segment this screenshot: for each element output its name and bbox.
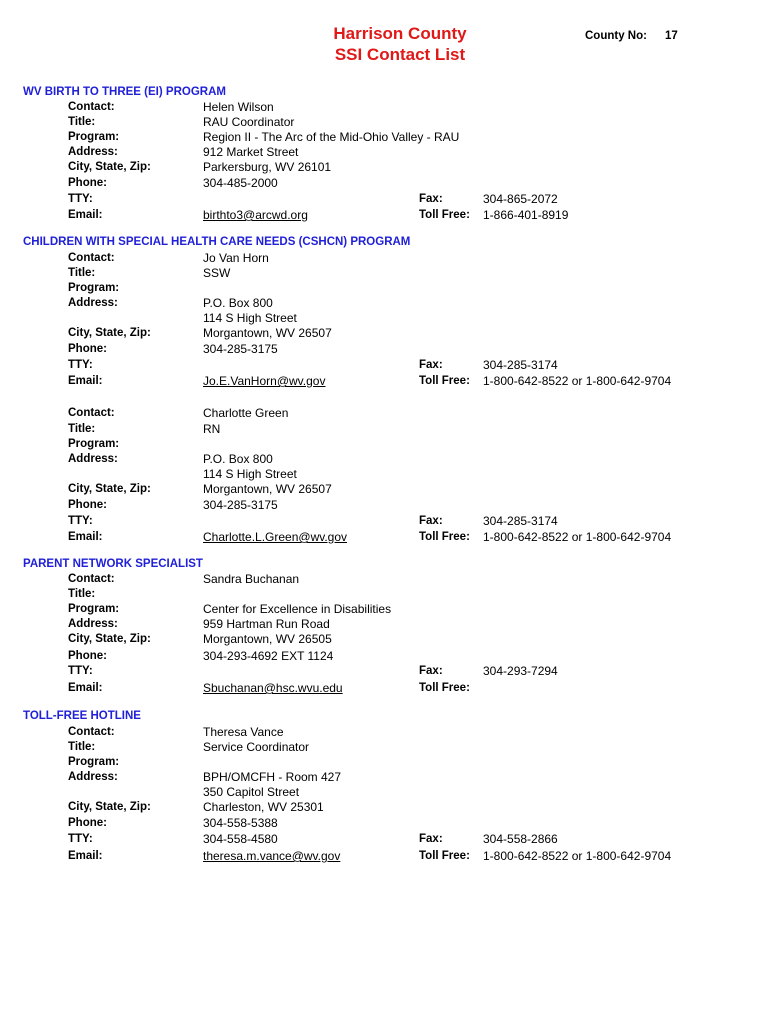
contact-name: Sandra Buchanan [203,572,300,586]
contact-email-link[interactable]: Sbuchanan@hsc.wvu.edu [203,681,343,695]
contact-email-link[interactable]: Charlotte.L.Green@wv.gov [203,530,348,544]
toll-free-label: Toll Free: [419,531,470,543]
program-label: Program: [68,756,120,768]
phone-label: Phone: [68,499,107,511]
contact-email-link[interactable]: birthto3@arcwd.org [203,208,308,222]
contact-title: Service Coordinator [203,740,310,754]
contact-label: Contact: [68,407,115,419]
program-label: Program: [68,131,120,143]
county-no-value: 17 [665,30,678,42]
contact-phone: 304-285-3175 [203,342,278,356]
program-label: Program: [68,603,120,615]
contact-name: Charlotte Green [203,406,289,420]
toll-free-label: Toll Free: [419,209,470,221]
contact-fax: 304-285-3174 [483,514,558,528]
contact-toll-free: 1-800-642-8522 or 1-800-642-9704 [483,530,672,544]
address-label: Address: [68,146,118,158]
email-label: Email: [68,209,103,221]
contact-toll-free: 1-866-401-8919 [483,208,569,222]
title-label: Title: [68,423,96,435]
phone-label: Phone: [68,343,107,355]
contact-label: Contact: [68,726,115,738]
contact-address-line1: P.O. Box 800 [203,296,273,310]
contact-program: Center for Excellence in Disabilities [203,602,392,616]
contact-phone: 304-285-3175 [203,498,278,512]
contact-title: SSW [203,266,231,280]
fax-label: Fax: [419,515,443,527]
contact-label: Contact: [68,252,115,264]
contact-toll-free: 1-800-642-8522 or 1-800-642-9704 [483,849,672,863]
contact-name: Theresa Vance [203,725,284,739]
contact-fax: 304-558-2866 [483,832,558,846]
contact-address-line1: P.O. Box 800 [203,452,273,466]
contact-address-line2: 114 S High Street [203,311,297,325]
program-label: Program: [68,438,120,450]
contact-address-line1: 959 Hartman Run Road [203,617,330,631]
city-state-zip-label: City, State, Zip: [68,801,151,813]
title-label: Title: [68,116,96,128]
city-state-zip-label: City, State, Zip: [68,161,151,173]
address-label: Address: [68,297,118,309]
phone-label: Phone: [68,817,107,829]
contact-fax: 304-865-2072 [483,192,558,206]
page-title: Harrison County [333,24,467,43]
contact-phone: 304-485-2000 [203,176,278,190]
email-label: Email: [68,375,103,387]
toll-free-label: Toll Free: [419,375,470,387]
tty-label: TTY: [68,193,93,205]
section-heading: TOLL-FREE HOTLINE [23,710,141,722]
contact-label: Contact: [68,573,115,585]
toll-free-label: Toll Free: [419,682,470,694]
fax-label: Fax: [419,665,443,677]
city-state-zip-label: City, State, Zip: [68,327,151,339]
fax-label: Fax: [419,193,443,205]
email-label: Email: [68,682,103,694]
phone-label: Phone: [68,650,107,662]
section-heading: WV BIRTH TO THREE (EI) PROGRAM [23,86,226,98]
contact-tty: 304-558-4580 [203,832,278,846]
address-label: Address: [68,618,118,630]
contact-fax: 304-285-3174 [483,358,558,372]
tty-label: TTY: [68,833,93,845]
title-label: Title: [68,267,96,279]
page-subtitle: SSI Contact List [334,45,466,64]
tty-label: TTY: [68,665,93,677]
toll-free-label: Toll Free: [419,850,470,862]
email-label: Email: [68,850,103,862]
city-state-zip-label: City, State, Zip: [68,483,151,495]
address-label: Address: [68,771,118,783]
contact-title: RN [203,422,221,436]
contact-address-line2: 114 S High Street [203,467,297,481]
contact-email-link[interactable]: Jo.E.VanHorn@wv.gov [203,374,326,388]
section-heading: CHILDREN WITH SPECIAL HEALTH CARE NEEDS (CSHCN) PROGRAM [23,236,411,248]
title-label: Title: [68,588,96,600]
contact-name: Jo Van Horn [203,251,269,265]
contact-phone: 304-558-5388 [203,816,278,830]
contact-city-state-zip: Morgantown, WV 26505 [203,632,332,646]
city-state-zip-label: City, State, Zip: [68,633,151,645]
tty-label: TTY: [68,515,93,527]
contact-address-line1: 912 Market Street [203,145,299,159]
contact-label: Contact: [68,101,115,113]
address-label: Address: [68,453,118,465]
contact-phone: 304-293-4692 EXT 1124 [203,649,334,663]
contact-city-state-zip: Morgantown, WV 26507 [203,482,332,496]
contact-city-state-zip: Morgantown, WV 26507 [203,326,332,340]
county-no-label: County No: [585,30,647,42]
fax-label: Fax: [419,359,443,371]
contact-toll-free: 1-800-642-8522 or 1-800-642-9704 [483,374,672,388]
contact-address-line2: 350 Capitol Street [203,785,300,799]
contact-address-line1: BPH/OMCFH - Room 427 [203,770,342,784]
contact-name: Helen Wilson [203,100,274,114]
email-label: Email: [68,531,103,543]
contact-title: RAU Coordinator [203,115,295,129]
contact-program: Region II - The Arc of the Mid-Ohio Valley - RAU [203,130,460,144]
title-label: Title: [68,741,96,753]
contact-city-state-zip: Charleston, WV 25301 [203,800,324,814]
contact-fax: 304-293-7294 [483,664,558,678]
contact-city-state-zip: Parkersburg, WV 26101 [203,160,332,174]
fax-label: Fax: [419,833,443,845]
program-label: Program: [68,282,120,294]
phone-label: Phone: [68,177,107,189]
contact-email-link[interactable]: theresa.m.vance@wv.gov [203,849,341,863]
section-heading: PARENT NETWORK SPECIALIST [23,558,203,570]
tty-label: TTY: [68,359,93,371]
